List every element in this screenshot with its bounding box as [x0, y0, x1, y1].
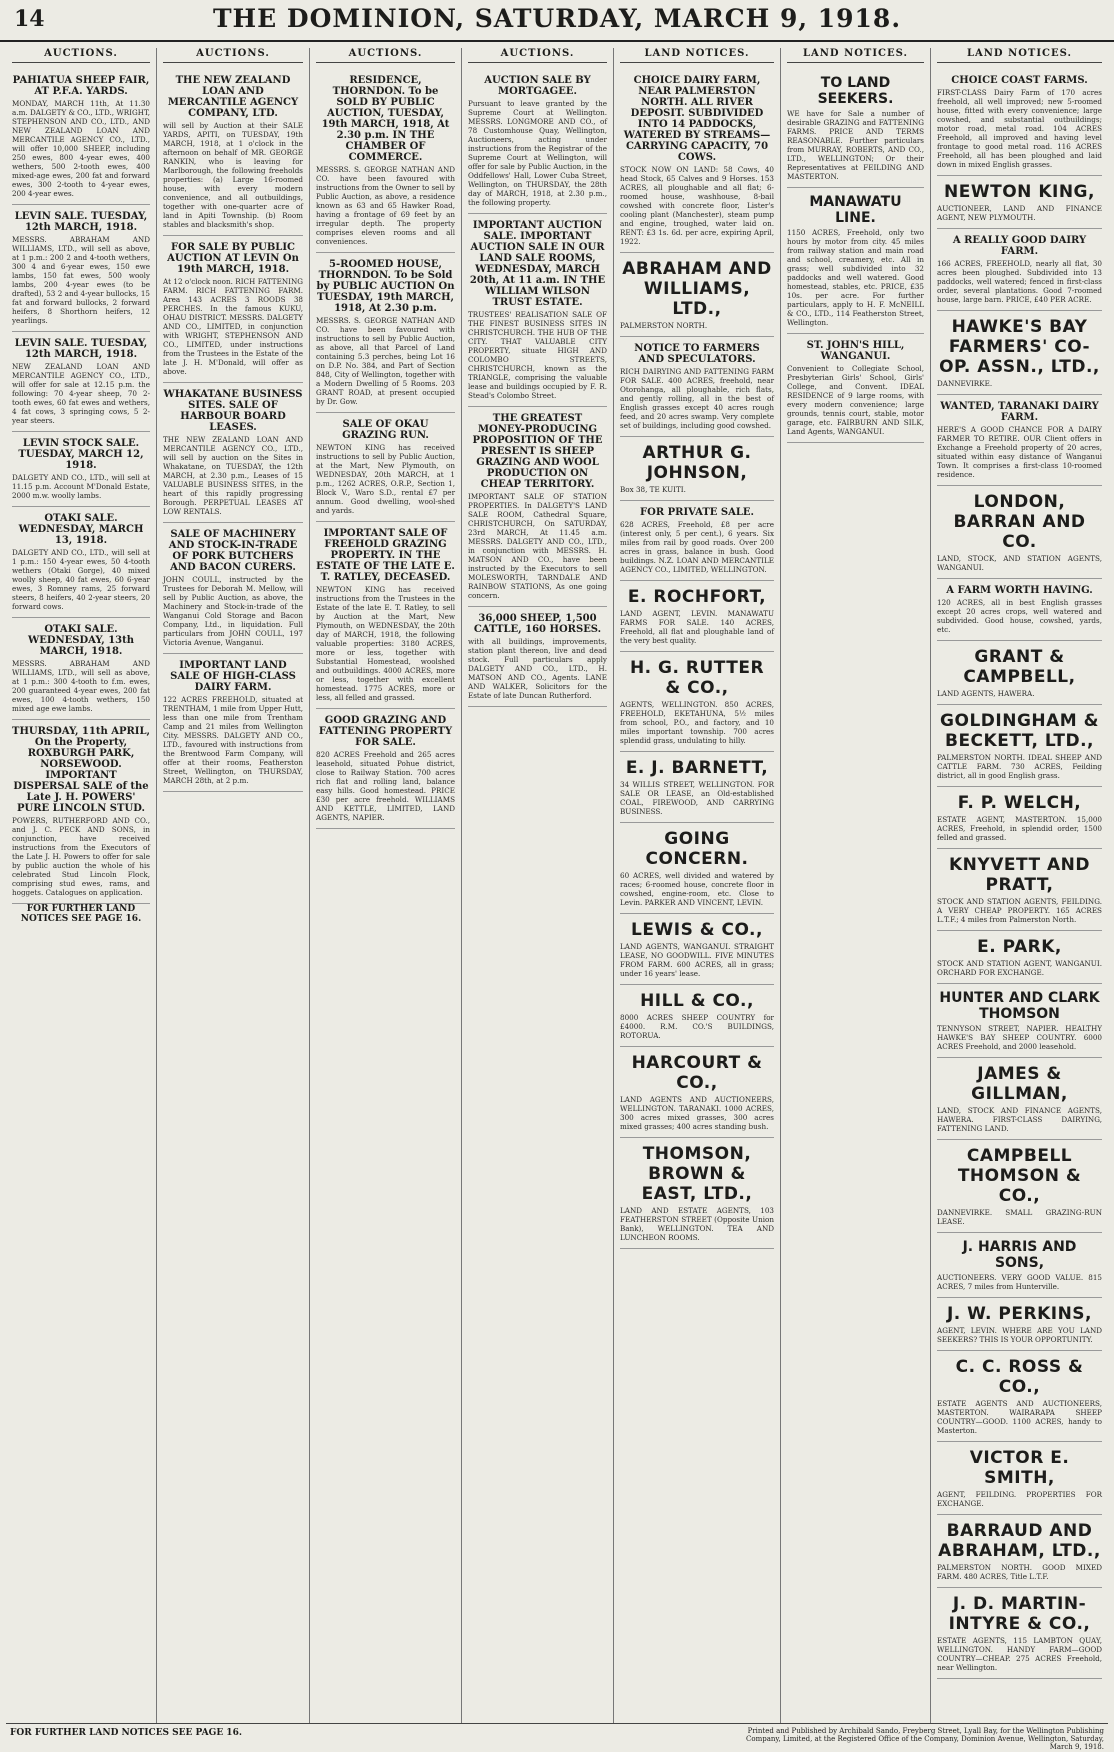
notice-body: 122 ACRES FREEHOLD, situated at TRENTHAM, 1 mile from Upper Hutt, less than one mile from Trentham Camp and 21 miles from Wellington City. MESSRS. DALGETY AND CO., LTD., favoured with instructions from the Brentwood Farm Company, will offer at their rooms, Featherston Street, Wellington, on THURSDAY, MARCH 28th, at 2 p.m.	[163, 695, 303, 785]
notice-body: MESSRS. ABRAHAM AND WILLIAMS, LTD., will sell as above, at 1 p.m.: 300 4-tooth to f.m. ewes, 200 guaranteed 4-year ewes, 200 fat ewes, 100 4-tooth wethers, 150 mixed age ewe lambs.	[12, 659, 150, 713]
notice	[937, 1515, 1102, 1588]
notice	[937, 1442, 1102, 1515]
footer-note: FOR FURTHER LAND NOTICES SEE PAGE 16.	[10, 1728, 242, 1738]
masthead	[0, 0, 1114, 42]
notice	[163, 523, 303, 654]
notice	[937, 787, 1102, 849]
notice	[316, 413, 455, 522]
notice-body: 8000 ACRES SHEEP COUNTRY for £4000. R.M. CO.'S BUILDINGS, ROTORUA.	[620, 1013, 774, 1040]
notice-body: NEWTON KING has received instructions from the Trustees in the Estate of the late E. T. Ratley, to sell by Auction at the Mart, New Plymouth, on WEDNESDAY, the 20th day of MARCH, 1918, the following valuable properties: 3180 ACRES, more or less, together with Substantial Homestead, woolshed and outbuildings. 4000 ACRES, more or less, together with excellent homestead. 1775 ACRES, more or less, all felled and grassed.	[316, 585, 455, 702]
notice	[937, 931, 1102, 984]
notice-heading: J. D. MARTIN-INTYRE & CO.,	[948, 1594, 1091, 1634]
notice	[12, 205, 150, 332]
notice	[468, 607, 607, 707]
notice-body: AUCTIONEERS. VERY GOOD VALUE. 815 ACRES, 7 miles from Hunterville.	[937, 1273, 1102, 1291]
notice-heading: HILL & CO.,	[640, 991, 754, 1011]
notice-body: NEWTON KING has received instructions to sell by Public Auction, at the Mart, New Plymouth, on WEDNESDAY, 20th MARCH, at 1 p.m., 1262 ACRES, O.R.P., Section 1, Block V., Waro S.D., rental £7 per annum. Good dwelling, wool-shed and yards.	[316, 443, 455, 515]
notice-body: will sell by Auction at their SALE YARDS, APITI, on TUESDAY, 19th MARCH, 1918, at 1 o'clock in the afternoon on behalf of MR. GEORGE RANKIN, who is leaving for Marlborough, the following freeholds properties: (a) Large 16-roomed house, with every modern convenience, and all outbuildings, together with one-quarter acre of land in Apiti Township. (b) Room stables and blacksmith's shop.	[163, 121, 303, 229]
notice	[620, 823, 774, 914]
notice-body: IMPORTANT SALE OF STATION PROPERTIES. In DALGETY'S LAND SALE ROOM, Cathedral Square, CHRISTCHURCH, On SATURDAY, 23rd MARCH, At 11.45 a.m. MESSRS. DALGETY AND CO., LTD., in conjunction with MESSRS. H. MATSON AND CO., have been instructed by the Executors to sell MOLESWORTH, TARNDALE AND RAINBOW STATIONS, As one going concern.	[468, 492, 607, 600]
notice-heading: NEWTON KING,	[944, 182, 1095, 202]
notice	[620, 337, 774, 437]
notice	[937, 176, 1102, 229]
notice	[163, 236, 303, 383]
column-2	[157, 48, 310, 1724]
notice-body: Convenient to Collegiate School, Presbyterian Girls' School, Girls' College, and Convent. IDEAL RESIDENCE of 9 large rooms, with every modern convenience; large grounds, tennis court, stable, motor garage, etc. FAIRBURN AND SILK, Land Agents, WANGANUI.	[787, 364, 924, 436]
notice-heading: E. J. BARNETT,	[625, 758, 769, 778]
notice-body: THE NEW ZEALAND LOAN AND MERCANTILE AGENCY CO., LTD., will sell by auction on the Sites in Whakatane, on TUESDAY, the 12th MARCH, at 2.30 p.m., Leases of 15 VALUABLE BUSINESS SITES, in the heart of this rapidly progressing Borough. PERPETUAL LEASES AT LOW RENTALS.	[163, 435, 303, 516]
newspaper-title: THE DOMINION, SATURDAY, MARCH 9, 1918.	[212, 4, 902, 33]
notice	[937, 1233, 1102, 1298]
notice-heading: MANAWATU LINE.	[809, 194, 902, 226]
notice-heading: J. HARRIS AND SONS,	[962, 1239, 1077, 1271]
notice-body: 166 ACRES, FREEHOLD, nearly all flat, 30 acres been ploughed. Subdivided into 13 paddocks, well watered; fenced in first-class order, several plantations. Good 7-roomed house, large barn. PRICE, £40 PER ACRE.	[937, 259, 1102, 304]
column-6	[781, 48, 931, 1724]
notice	[937, 69, 1102, 176]
column-header: AUCTIONS.	[12, 48, 150, 63]
notice	[163, 69, 303, 236]
notice	[787, 188, 924, 334]
notice	[787, 334, 924, 443]
page-number: 14	[14, 6, 45, 32]
notice-heading: HARCOURT & CO.,	[631, 1053, 763, 1093]
notice-heading: E. PARK,	[977, 937, 1062, 957]
notice	[620, 914, 774, 985]
notice-heading: FOR SALE BY PUBLIC AUCTION AT LEVIN On 19th MARCH, 1918.	[167, 242, 299, 275]
notice-heading: OTAKI SALE. WEDNESDAY, MARCH 13, 1918.	[18, 513, 144, 546]
notice-body: At 12 o'clock noon. RICH FATTENING FARM. RICH FATTENING FARM. Area 143 ACRES 3 ROODS 38 PERCHES. In the famous KUKU, OHAU DISTRICT. MESSRS. DALGETY AND CO., LIMITED, in conjunction with WRIGHT, STEPHENSON AND CO., LIMITED, under instructions from the Trustees in the Estate of the late J. H. M'Donald, will offer as above.	[163, 277, 303, 376]
notice	[937, 311, 1102, 395]
notice-body: MONDAY, MARCH 11th, At 11.30 a.m. DALGETY & CO., LTD., WRIGHT, STEPHENSON AND CO., LTD., AND NEW ZEALAND LOAN AND MERCANTILE AGENCY CO., LTD., will offer 10,000 SHEEP, including 250 ewes, 800 4-year ewes, 400 wethers, 500 2-tooth ewes, 400 mixed-age ewes, 200 fat and forward ewes, 300 2-tooth to 4-year ewes, 200 4-year ewes.	[12, 99, 151, 198]
notice-heading: IMPORTANT SALE OF FREEHOLD GRAZING PROPERTY. IN THE ESTATE OF THE LATE E. T. RATLEY, DECEASED.	[316, 528, 455, 583]
notice-heading: LONDON, BARRAN AND CO.	[953, 492, 1086, 552]
notice	[468, 407, 607, 607]
notice-body: DALGETY AND CO., LTD., will sell at 11.15 p.m. Account M'Donald Estate, 2000 m.w. woolly lambs.	[12, 473, 150, 500]
notice-heading: GOOD GRAZING AND FATTENING PROPERTY FOR SALE.	[318, 715, 453, 748]
notice-heading: FOR PRIVATE SALE.	[640, 507, 754, 518]
notice	[620, 1047, 774, 1138]
columns-container	[6, 48, 1108, 1724]
notice	[12, 507, 150, 618]
notice-body: MESSRS. ABRAHAM AND WILLIAMS, LTD., will sell as above, at 1 p.m.: 200 2 and 4-tooth wethers, 300 4 and 6-year ewes, 150 ewe lambs, 150 fat ewes, 500 wooly lambs, 200 4-year ewes (to be drafted), 53 2 and 4-year bullocks, 15 fat and forward bullocks, 2 forward heifers, 8 Shorthorn heifers, 12 yearlings.	[12, 235, 150, 325]
notice	[316, 69, 455, 253]
notice-body: POWERS, RUTHERFORD AND CO., and J. C. PECK AND SONS, in conjunction, have received instructions from the Executors of the Late J. H. Powers to offer for sale by public auction the whole of his celebrated Stud Lincoln Flock, comprising stud ewes, rams, and hoggets. Catalogues on application.	[12, 816, 150, 897]
column-header: LAND NOTICES.	[937, 48, 1102, 63]
notice-body: AGENTS, WELLINGTON. 850 ACRES, FREEHOLD, EKETAHUNA, 5½ miles from school, P.O., and factory, and 10 miles important township. 700 acres splendid grass, undulating to hilly.	[620, 700, 774, 745]
notice-body: 34 WILLIS STREET, WELLINGTON. FOR SALE OR LEASE, an Old-established COAL, FIREWOOD, AND CARRYING BUSINESS.	[620, 780, 774, 816]
notice	[937, 486, 1102, 579]
notice-body: LAND AND ESTATE AGENTS, 103 FEATHERSTON STREET (Opposite Union Bank), WELLINGTON. TEA AND LUNCHEON ROOMS.	[620, 1206, 774, 1242]
notice	[937, 1058, 1102, 1140]
notice-heading: WHAKATANE BUSINESS SITES. SALE OF HARBOUR BOARD LEASES.	[163, 389, 303, 433]
notice-heading: VICTOR E. SMITH,	[969, 1448, 1070, 1488]
notice-heading: E. ROCHFORT,	[627, 587, 767, 607]
notice	[12, 432, 150, 507]
notice	[937, 984, 1102, 1058]
column-5	[614, 48, 781, 1724]
notice-heading: SALE OF MACHINERY AND STOCK-IN-TRADE OF PORK BUTCHERS AND BACON CURERS.	[168, 529, 298, 573]
notice	[937, 705, 1102, 787]
notice-heading: IMPORTANT AUCTION SALE. IMPORTANT AUCTION SALE IN OUR LAND SALE ROOMS, WEDNESDAY, MARCH 20th, At 11 a.m. IN THE WILLIAM WILSON TRUST ESTATE.	[469, 220, 606, 308]
notice	[316, 709, 455, 829]
notice-heading: WANTED, TARANAKI DAIRY FARM.	[940, 401, 1099, 423]
notice-body: AGENT, FEILDING. PROPERTIES FOR EXCHANGE.	[937, 1490, 1102, 1508]
notice-body: LAND AGENTS, WANGANUI. STRAIGHT LEASE, NO GOODWILL. FIVE MINUTES FROM FARM. 600 ACRES, all in grass; under 16 years' lease.	[620, 942, 774, 978]
notice-heading: PAHIATUA SHEEP FAIR, AT P.F.A. YARDS.	[12, 75, 150, 97]
notice	[787, 69, 924, 188]
notice	[620, 501, 774, 581]
notice-heading: ARTHUR G. JOHNSON,	[642, 443, 752, 483]
notice-body: MESSRS. S. GEORGE NATHAN AND CO. have been favoured with instructions to sell by Public Auction, as above, all that Parcel of Land containing 5.3 perches, being Lot 16 on D.P. No. 384, and Part of Section 848, City of Wellington, together with a Modern Dwelling of 5 Rooms. 203 GRANT ROAD, at present occupied by Dr. Gow.	[316, 316, 455, 406]
notice-heading: 5-ROOMED HOUSE, THORNDON. To be Sold by PUBLIC AUCTION On TUESDAY, 19th MARCH, 1918, At 2.30 p.m.	[316, 259, 455, 314]
column-7	[931, 48, 1108, 1724]
notice-heading: RESIDENCE, THORNDON. To be SOLD BY PUBLIC AUCTION, TUESDAY, 19th MARCH, 1918, At 2.30 p.m. IN THE CHAMBER OF COMMERCE.	[321, 75, 450, 163]
notice-heading: THOMSON, BROWN & EAST, LTD.,	[641, 1144, 753, 1204]
notice-heading: ABRAHAM AND WILLIAMS, LTD.,	[622, 259, 772, 319]
notice-heading: TO LAND SEEKERS.	[817, 75, 894, 107]
notice	[620, 69, 774, 253]
notice-body: DANNEVIRKE.	[937, 379, 993, 388]
notice-heading: NOTICE TO FARMERS AND SPECULATORS.	[634, 343, 760, 365]
notice-heading: JAMES & GILLMAN,	[971, 1064, 1068, 1104]
notice	[937, 1588, 1102, 1679]
notice	[12, 69, 150, 205]
notice-body: PALMERSTON NORTH.	[620, 321, 708, 330]
notice-heading: KNYVETT AND PRATT,	[949, 855, 1090, 895]
notice	[12, 720, 150, 904]
notice-heading: F. P. WELCH,	[957, 793, 1082, 813]
notice-body: LAND AGENT, LEVIN. MANAWATU FARMS FOR SALE. 140 ACRES, Freehold, all flat and ploughable land of the very best quality.	[620, 609, 774, 645]
notice	[12, 332, 150, 432]
notice-heading: CAMPBELL THOMSON & CO.,	[957, 1146, 1082, 1206]
notice-heading: AUCTION SALE BY MORTGAGEE.	[484, 75, 591, 97]
notice-heading: HAWKE'S BAY FARMERS' CO-OP. ASSN., LTD.,	[939, 317, 1100, 377]
notice	[620, 652, 774, 752]
notice-heading: GOLDINGHAM & BECKETT, LTD.,	[940, 711, 1099, 751]
notice	[316, 253, 455, 413]
notice-body: TRUSTEES' REALISATION SALE OF THE FINEST BUSINESS SITES IN CHRISTCHURCH. THE HUB OF THE CITY. THAT VALUABLE CITY PROPERTY, situate HIGH AND COLOMBO STREETS, CHRISTCHURCH, known as the TRIANGLE, comprising the valuable lease and buildings occupied by F. R. Stead's Colombo Street.	[468, 310, 607, 400]
notice-body: LAND, STOCK, AND STATION AGENTS, WANGANUI.	[937, 554, 1102, 572]
column-header: AUCTIONS.	[163, 48, 303, 63]
notice-body: WE have for Sale a number of desirable GRAZING and FATTENING FARMS. PRICE AND TERMS REASONABLE. Further particulars from MURRAY, ROBERTS, AND CO., LTD., WELLINGTON; Or their Representatives at FEILDING AND MASTERTON.	[787, 109, 924, 181]
notice	[163, 383, 303, 523]
notice-body: 628 ACRES, Freehold, £8 per acre (interest only, 5 per cent.), 6 years. Six miles from rail by good roads. Over 200 acres in grass, balance in bush. Good buildings. N.Z. LOAN AND MERCANTILE AGENCY CO., LIMITED, WELLINGTON.	[620, 520, 774, 574]
notice-body: STOCK AND STATION AGENTS, FEILDING. A VERY CHEAP PROPERTY. 165 ACRES L.T.F.; 4 miles from Palmerston North.	[937, 897, 1102, 924]
column-header: LAND NOTICES.	[620, 48, 774, 63]
column-4	[462, 48, 614, 1724]
notice-heading: BARRAUD AND ABRAHAM, LTD.,	[938, 1521, 1101, 1561]
notice-heading: GRANT & CAMPBELL,	[963, 647, 1076, 687]
notice	[468, 214, 607, 407]
notice-body: with all buildings, improvements, station plant thereon, live and dead stock. Full particulars apply DALGETY AND CO., LTD., H. MATSON AND CO., Agents. LANE AND WALKER, Solicitors for the Estate of late Duncan Rutherford.	[468, 637, 607, 700]
notice-body: STOCK AND STATION AGENT, WANGANUI. ORCHARD FOR EXCHANGE.	[937, 959, 1102, 977]
notice-body: 60 ACRES, well divided and watered by races; 6-roomed house, concrete floor in cowshed, engine-room, etc. Close to Levin. PARKER AND VINCENT, LEVIN.	[620, 871, 774, 907]
column-header: AUCTIONS.	[316, 48, 455, 63]
notice	[937, 579, 1102, 641]
notice-heading: HUNTER AND CLARK THOMSON	[939, 990, 1100, 1022]
notice-body: Box 38, TE KUITI.	[620, 485, 686, 494]
notice-heading: ST. JOHN'S HILL, WANGANUI.	[806, 340, 905, 362]
notice-body: 820 ACRES Freehold and 265 acres leasehold, situated Pohue district, close to Railway Station. 700 acres rich flat and rolling land, balance easy hills. Good homestead. PRICE £30 per acre freehold. WILLIAMS AND KETTLE, LIMITED, LAND AGENTS, NAPIER.	[316, 750, 455, 822]
column-header: LAND NOTICES.	[787, 48, 924, 63]
notice-body: DANNEVIRKE. SMALL GRAZING-RUN LEASE.	[937, 1208, 1102, 1226]
notice-body: LAND AGENTS AND AUCTIONEERS, WELLINGTON. TARANAKI. 1000 ACRES, 300 acres mixed grasses, 300 acres mixed grasses; 400 acres standing bush.	[620, 1095, 774, 1131]
notice	[163, 654, 303, 792]
notice	[620, 581, 774, 652]
notice-body: FIRST-CLASS Dairy Farm of 170 acres freehold, all well improved; new 5-roomed house, fitted with every convenience; large cowshed, and substantial outbuildings; motor road, metal road. 104 ACRES Freehold, all improved and having level frontage to good metal road. 116 ACRES Freehold, all has been ploughed and laid down in mixed English grasses.	[937, 88, 1102, 169]
notice	[620, 437, 774, 501]
notice-heading: A FARM WORTH HAVING.	[946, 585, 1093, 596]
notice-heading: C. C. ROSS & CO.,	[955, 1357, 1084, 1397]
notice	[937, 641, 1102, 705]
column-header: AUCTIONS.	[468, 48, 607, 63]
notice-body: ESTATE AGENTS AND AUCTIONEERS, MASTERTON. WAIRARAPA SHEEP COUNTRY—GOOD. 1100 ACRES, handy to Masterton.	[937, 1399, 1102, 1435]
printer-imprint: Printed and Published by Archibald Sando, Freyberg Street, Lyall Bay, for the Wellington Publishing Company, Limited, at the Registered Office of the Company, Dominion Avenue, Wellington, Saturday, March 9, 1918.	[746, 1727, 1104, 1751]
notice-body: AUCTIONEER, LAND AND FINANCE AGENT, NEW PLYMOUTH.	[937, 204, 1102, 222]
notice-heading: THE GREATEST MONEY-PRODUCING PROPOSITION OF THE PRESENT IS SHEEP GRAZING AND WOOL PRODUCTION ON CHEAP TERRITORY.	[472, 413, 603, 490]
notice-body: PALMERSTON NORTH. GOOD MIXED FARM. 480 ACRES, Title L.T.F.	[937, 1563, 1102, 1581]
notice-heading: SALE OF OKAU GRAZING RUN.	[342, 419, 429, 441]
column-3	[310, 48, 462, 1724]
notice	[620, 253, 774, 337]
notice	[937, 1298, 1102, 1351]
notice-body: STOCK NOW ON LAND: 58 Cows, 40 head Stock, 65 Calves and 9 Horses. 153 ACRES, all ploughable and all flat; 6-roomed house, washhouse, 8-bail cowshed with concrete floor, Lister's cooling plant (Manchester), steam pump and engine, troughed, water laid on. RENT: £3 1s. 6d. per acre, expiring April, 1922.	[620, 165, 774, 246]
notice	[468, 69, 607, 214]
notice-body: JOHN COULL, instructed by the Trustees for Deborah M. Mellow, will sell by Public Auction, as above, the Machinery and Stock-in-trade of the Wanganui Cold Storage and Bacon Company, Ltd., in liquidation. Full particulars from JOHN COULL, 197 Victoria Avenue, Wanganui.	[163, 575, 303, 647]
notice	[12, 618, 150, 720]
column-1	[6, 48, 157, 1724]
notice	[620, 985, 774, 1047]
page-footer	[6, 1723, 1108, 1751]
notice	[937, 395, 1102, 486]
notice-heading: LEVIN SALE. TUESDAY, 12th MARCH, 1918.	[14, 211, 148, 233]
notice-body: HERE'S A GOOD CHANCE FOR A DAIRY FARMER TO RETIRE. OUR Client offers in Exchange a Freehold property of 20 acres, situated within easy distance of Wanganui Town. It comprises a first-class 10-roomed residence.	[937, 425, 1102, 479]
notice-body: DALGETY AND CO., LTD., will sell at 1 p.m.: 150 4-year ewes, 50 4-tooth wethers (Otaki Gorge), 40 mixed woolly sheep, 40 fat ewes, 60 6-year ewes, 3 Romney rams, 25 forward steers, 8 heifers, 40 2-year steers, 20 forward cows.	[12, 548, 150, 611]
notice	[937, 229, 1102, 311]
notice-body: Pursuant to leave granted by the Supreme Court at Wellington. MESSRS. LONGMORE AND CO., of 78 Customhouse Quay, Wellington, Auctioneers, acting under instructions from the Registrar of the Supreme Court at Wellington, will offer for sale by Public Auction, in the Oddfellows' Hall, Lower Cuba Street, Wellington, on THURSDAY, the 28th day of MARCH, 1918, at 2.30 p.m., the following property.	[468, 99, 607, 207]
notice	[937, 1351, 1102, 1442]
notice-body: PALMERSTON NORTH. IDEAL SHEEP AND CATTLE FARM. 730 ACRES, Feilding district, all in good English grass.	[937, 753, 1102, 780]
notice-heading: IMPORTANT LAND SALE OF HIGH-CLASS DAIRY FARM.	[170, 660, 296, 693]
notice-body: ESTATE AGENTS, 115 LAMBTON QUAY, WELLINGTON. HANDY FARM—GOOD COUNTRY—CHEAP. 275 ACRES Freehold, near Wellington.	[937, 1636, 1102, 1672]
notice	[316, 522, 455, 709]
notice-body: 120 ACRES, all in best English grasses except 20 acres crops, well watered and subdivided. Good house, cowshed, yards, etc.	[937, 598, 1102, 634]
notice-heading: A REALLY GOOD DAIRY FARM.	[952, 235, 1087, 257]
notice-heading: H. G. RUTTER & CO.,	[629, 658, 765, 698]
notice-body: NEW ZEALAND LOAN AND MERCANTILE AGENCY CO., LTD., will offer for sale at 12.15 p.m. the following: 70 4-year sheep, 70 2-tooth ewes, 60 fat ewes and wethers, 4 fat cows, 3 springing cows, 5 2-year steers.	[12, 362, 150, 425]
notice-body: MESSRS. S. GEORGE NATHAN AND CO. have been favoured with instructions from the Owner to sell by Public Auction, as above, a residence known as 63 and 65 Hawker Road, having a frontage of 69 feet by an irregular depth. The property comprises eleven rooms and all conveniences.	[316, 165, 455, 246]
notice-heading: OTAKI SALE. WEDNESDAY, 13th MARCH, 1918.	[27, 624, 135, 657]
notice-body: TENNYSON STREET, NAPIER. HEALTHY HAWKE'S BAY SHEEP COUNTRY. 6000 ACRES Freehold, and 2000 leasehold.	[937, 1024, 1102, 1051]
notice-heading: CHOICE COAST FARMS.	[951, 75, 1088, 86]
notice-heading: LEVIN SALE. TUESDAY, 12th MARCH, 1918.	[14, 338, 148, 360]
notice-heading: J. W. PERKINS,	[946, 1304, 1093, 1324]
notice-heading: THE NEW ZEALAND LOAN AND MERCANTILE AGENCY COMPANY, LTD.	[167, 75, 299, 119]
notice-heading: GOING CONCERN.	[645, 829, 749, 869]
notice	[620, 1138, 774, 1249]
notice-heading: LEWIS & CO.,	[631, 920, 763, 940]
notice-heading: THURSDAY, 11th APRIL, On the Property, ROXBURGH PARK, NORSEWOOD. IMPORTANT DISPERSAL SALE of the Late J. H. POWERS' PURE LINCOLN STUD.	[12, 726, 150, 814]
notice-heading: LEVIN STOCK SALE. TUESDAY, MARCH 12, 1918.	[18, 438, 144, 471]
notice-heading: 36,000 SHEEP, 1,500 CATTLE, 160 HORSES.	[473, 613, 602, 635]
notice	[937, 1140, 1102, 1233]
notice-heading: CHOICE DAIRY FARM, NEAR PALMERSTON NORTH. ALL RIVER DEPOSIT. SUBDIVIDED INTO 14 PADDOCKS, WATERED BY STREAMS—CARRYING CAPACITY, 70 COWS.	[623, 75, 771, 163]
notice-body: LAND, STOCK AND FINANCE AGENTS, HAWERA. FIRST-CLASS DAIRYING, FATTENING LAND.	[937, 1106, 1102, 1133]
notice-body: 1150 ACRES, Freehold, only two hours by motor from city. 45 miles from railway station and main road and school, creamery, etc. All in grass; well subdivided into 32 paddocks and well watered. Good homestead, stables, etc. PRICE, £35 10s. per acre. For further particulars, apply to H. F. McNEILL & CO., LTD., 114 Featherston Street, Wellington.	[787, 228, 924, 327]
notice	[620, 752, 774, 823]
column-footer-note: FOR FURTHER LAND NOTICES SEE PAGE 16.	[20, 904, 142, 924]
notice-body: AGENT, LEVIN. WHERE ARE YOU LAND SEEKERS? THIS IS YOUR OPPORTUNITY.	[937, 1326, 1102, 1344]
notice-body: ESTATE AGENT, MASTERTON. 15,000 ACRES, Freehold, in splendid order, 1500 felled and grassed.	[937, 815, 1102, 842]
notice-body: RICH DAIRYING AND FATTENING FARM FOR SALE. 400 ACRES, freehold, near Otorohanga, all ploughable, rich flats, and gently rolling, all in the best of English grasses except 40 acres rough feed, and 20 acres swamp. Very complete set of buildings, including good cowshed.	[620, 367, 774, 430]
notice	[937, 849, 1102, 931]
notice-body: LAND AGENTS, HAWERA.	[937, 689, 1035, 698]
